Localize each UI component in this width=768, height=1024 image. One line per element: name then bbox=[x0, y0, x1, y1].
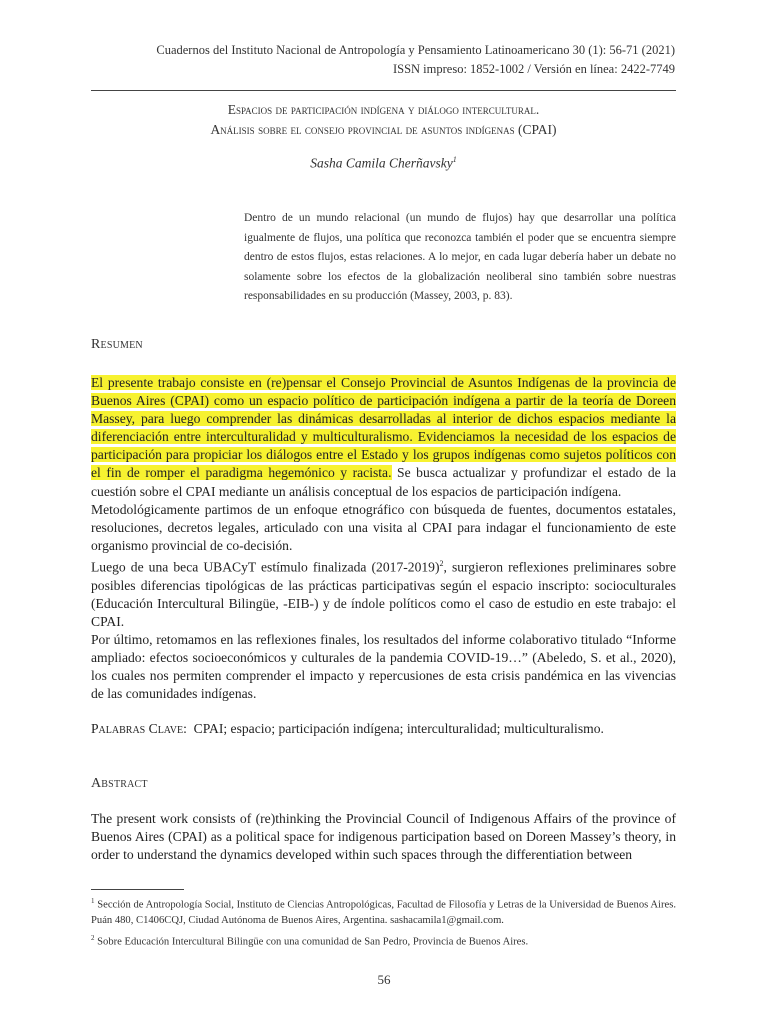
article-title bbox=[91, 100, 676, 140]
highlighted-text: El presente trabajo consiste en (re)pensar el Consejo Provincial de Asuntos Indígenas de la provincia de Buenos Aires (CPAI) como un espacio político de participación indígena a partir de la teoría de Doreen Massey, para luego comprender las dinámicas desarrolladas al interior de dichos espacios mediante la diferenciación entre interculturalidad y multiculturalismo. Evidenciamos la necesidad de los espacios de participación para propiciar los diálogos entre el Estado y los grupos indígenas como sujetos políticos con el fin de romper el paradigma hegemónico y racista. bbox=[91, 375, 676, 481]
resumen-body bbox=[91, 374, 676, 703]
abstract-heading: Abstract bbox=[91, 776, 148, 791]
footnote-1 bbox=[91, 894, 676, 928]
issn-line: ISSN impreso: 1852-1002 / Versión en línea: 2422-7749 bbox=[392, 62, 675, 76]
resumen-paragraph-4: Por último, retomamos en las reflexiones finales, los resultados del informe colaborativo titulado “Informe ampliado: efectos socioeconómicos y culturales de la pandemia COVID-19…” (Abeledo, S. et al., 2020), los cuales nos permiten comprender el impacto y repercusiones de esta crisis pandémica en las vivencias de las comunidades indígenas. bbox=[91, 631, 676, 702]
resumen-paragraph-1 bbox=[91, 374, 676, 501]
epigraph: Dentro de un mundo relacional (un mundo de flujos) hay que desarrollar una política igualmente de flujos, una política que reconozca también el poder que se encuentra siempre dentro de estos flujos, estas relaciones. A lo mejor, en cada lugar debería haber un debate no solamente sobre los efectos de la globalización neoliberal sino también sobre nuestras responsabilidades en su producción (Massey, 2003, p. 83). bbox=[244, 212, 676, 302]
keywords-line: Palabras Clave: CPAI; espacio; participación indígena; interculturalidad; multiculturalismo. bbox=[91, 721, 604, 736]
author-line bbox=[91, 155, 676, 172]
footnote-2 bbox=[91, 931, 676, 950]
resumen-heading: Resumen bbox=[91, 337, 143, 352]
resumen-paragraph-1-rest: Se busca actualizar y profundizar el estado de la cuestión sobre el CPAI mediante un análisis conceptual de los espacios de participación indígena. bbox=[91, 465, 676, 499]
keywords-value: CPAI; espacio; participación indígena; interculturalidad; multiculturalismo. bbox=[193, 721, 604, 736]
title-line-2: Análisis sobre el consejo provincial de asuntos indígenas (CPAI) bbox=[210, 122, 557, 137]
header-rule bbox=[91, 90, 676, 91]
resumen-paragraph-3-end: , surgieron reflexiones preliminares sobre posibles diferencias tipológicas de las prácticas participativas según el espacio inscripto: socioculturales (Educación Intercultural Bilingüe, -EIB-) y de índole políticos como el caso de estudio en este trabajo: el CPAI. bbox=[91, 559, 676, 629]
keywords-label: Palabras Clave bbox=[91, 721, 184, 736]
resumen-paragraph-3 bbox=[91, 555, 676, 631]
footnote-2-text: Sobre Educación Intercultural Bilingüe con una comunidad de San Pedro, Provincia de Buenos Aires. bbox=[97, 936, 529, 948]
footnotes bbox=[91, 894, 676, 952]
footnote-1-text: Sección de Antropología Social, Instituto de Ciencias Antropológicas, Facultad de Filosofía y Letras de la Universidad de Buenos Aires. Puán 480, C1406CQJ, Ciudad Autónoma de Buenos Aires, Argentina. sashacamila1@gmail.com. bbox=[91, 899, 676, 926]
resumen-paragraph-2: Metodológicamente partimos de un enfoque etnográfico con búsqueda de fuentes, documentos estatales, resoluciones, decretos legales, articulado con una visita al CPAI para indagar el funcionamiento de este organismo provincial de co-decisión. bbox=[91, 501, 676, 553]
footnote-mark-2: 2 bbox=[439, 558, 444, 568]
journal-citation: Cuadernos del Instituto Nacional de Antropología y Pensamiento Latinoamericano 30 (1): 56-71 (2021) bbox=[156, 43, 675, 57]
title-line-1: Espacios de participación indígena y diálogo intercultural. bbox=[227, 102, 540, 117]
footnote-rule bbox=[91, 889, 184, 890]
footnote-1-mark: 1 bbox=[91, 897, 95, 905]
resumen-paragraph-3-start: Luego de una beca UBACyT estímulo finalizada (2017-2019) bbox=[91, 559, 440, 575]
abstract-body: The present work consists of (re)thinking the Provincial Council of Indigenous Affairs of the province of Buenos Aires (CPAI) as a political space for indigenous participation based on Doreen Massey’s theory, in order to understand the dynamics developed within such spaces through the differentiation between bbox=[91, 811, 676, 863]
page-number: 56 bbox=[377, 972, 391, 987]
running-header bbox=[75, 41, 675, 79]
author-footnote-mark: 1 bbox=[452, 155, 457, 164]
author-name: Sasha Camila Cherñavsky bbox=[310, 155, 453, 171]
footnote-2-mark: 2 bbox=[91, 933, 95, 942]
